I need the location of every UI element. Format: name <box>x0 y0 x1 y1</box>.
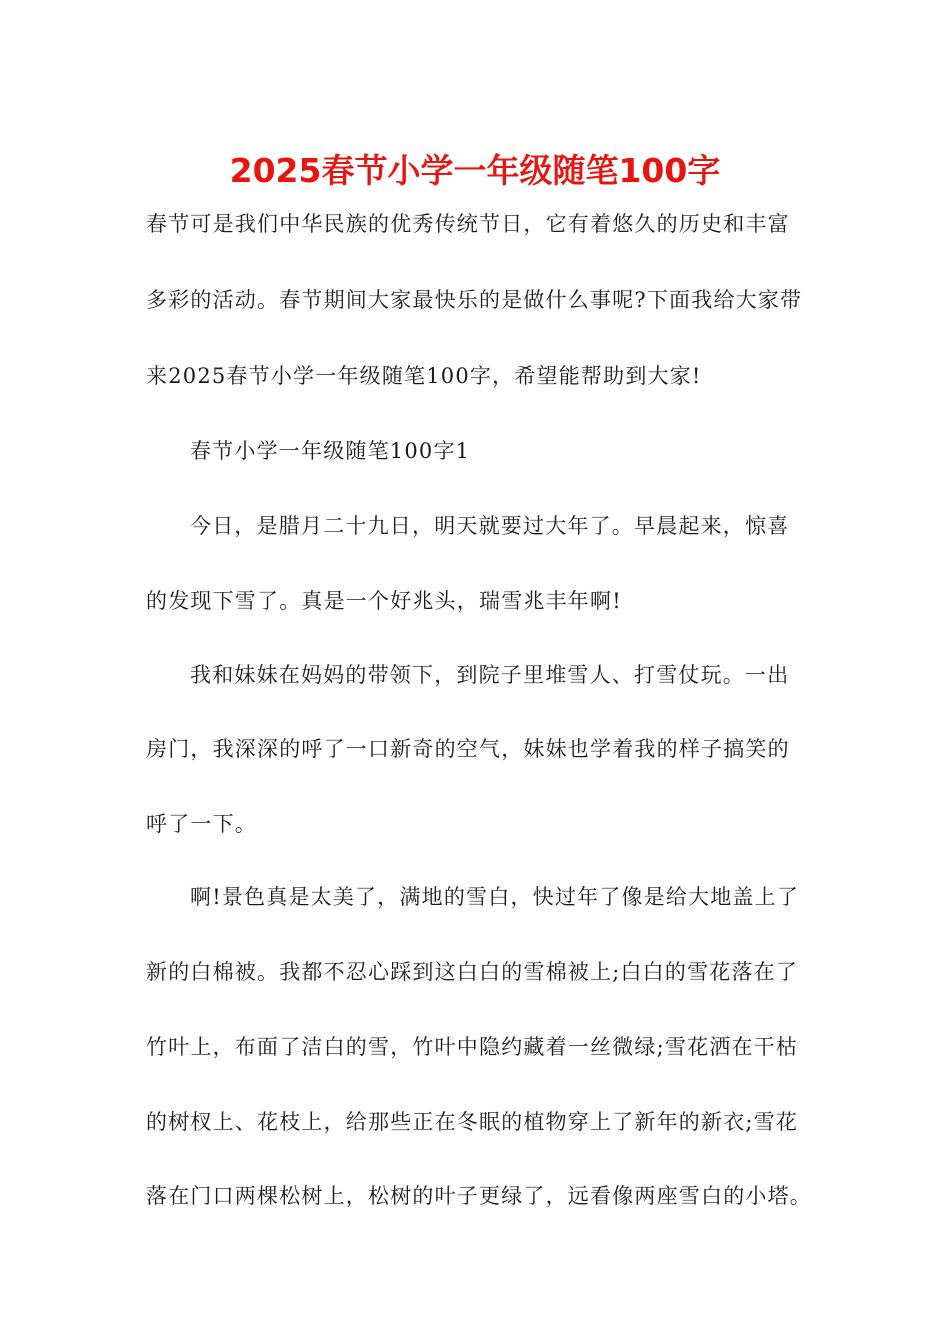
paragraph-line: 房门，我深深的呼了一口新奇的空气，妹妹也学着我的样子搞笑的 <box>146 737 790 761</box>
paragraph-line: 落在门口两棵松树上，松树的叶子更绿了，远看像两座雪白的小塔。 <box>146 1184 812 1208</box>
paragraph-line: 呼了一下。 <box>146 812 257 836</box>
paragraph-line: 我和妹妹在妈妈的带领下，到院子里堆雪人、打雪仗玩。一出 <box>190 663 790 687</box>
section-heading: 春节小学一年级随笔100字1 <box>190 439 471 463</box>
paragraph-line: 的树杈上、花枝上，给那些正在冬眠的植物穿上了新年的新衣;雪花 <box>146 1110 799 1134</box>
paragraph-line: 新的白棉被。我都不忍心踩到这白白的雪棉被上;白白的雪花落在了 <box>146 960 799 984</box>
paragraph-line: 来2025春节小学一年级随笔100字，希望能帮助到大家! <box>146 364 702 388</box>
document-title: 2025春节小学一年级随笔100字 <box>229 151 721 190</box>
paragraph-line: 啊!景色真是太美了，满地的雪白，快过年了像是给大地盖上了 <box>190 885 800 909</box>
paragraph-line: 的发现下雪了。真是一个好兆头，瑞雪兆丰年啊! <box>146 589 622 613</box>
paragraph-line: 春节可是我们中华民族的优秀传统节日，它有着悠久的历史和丰富 <box>146 212 790 236</box>
paragraph-line: 今日，是腊月二十九日，明天就要过大年了。早晨起来，惊喜 <box>190 514 790 538</box>
paragraph-line: 竹叶上，布面了洁白的雪，竹叶中隐约藏着一丝微绿;雪花洒在干枯 <box>146 1035 799 1059</box>
paragraph-line: 多彩的活动。春节期间大家最快乐的是做什么事呢?下面我给大家带 <box>146 288 803 312</box>
